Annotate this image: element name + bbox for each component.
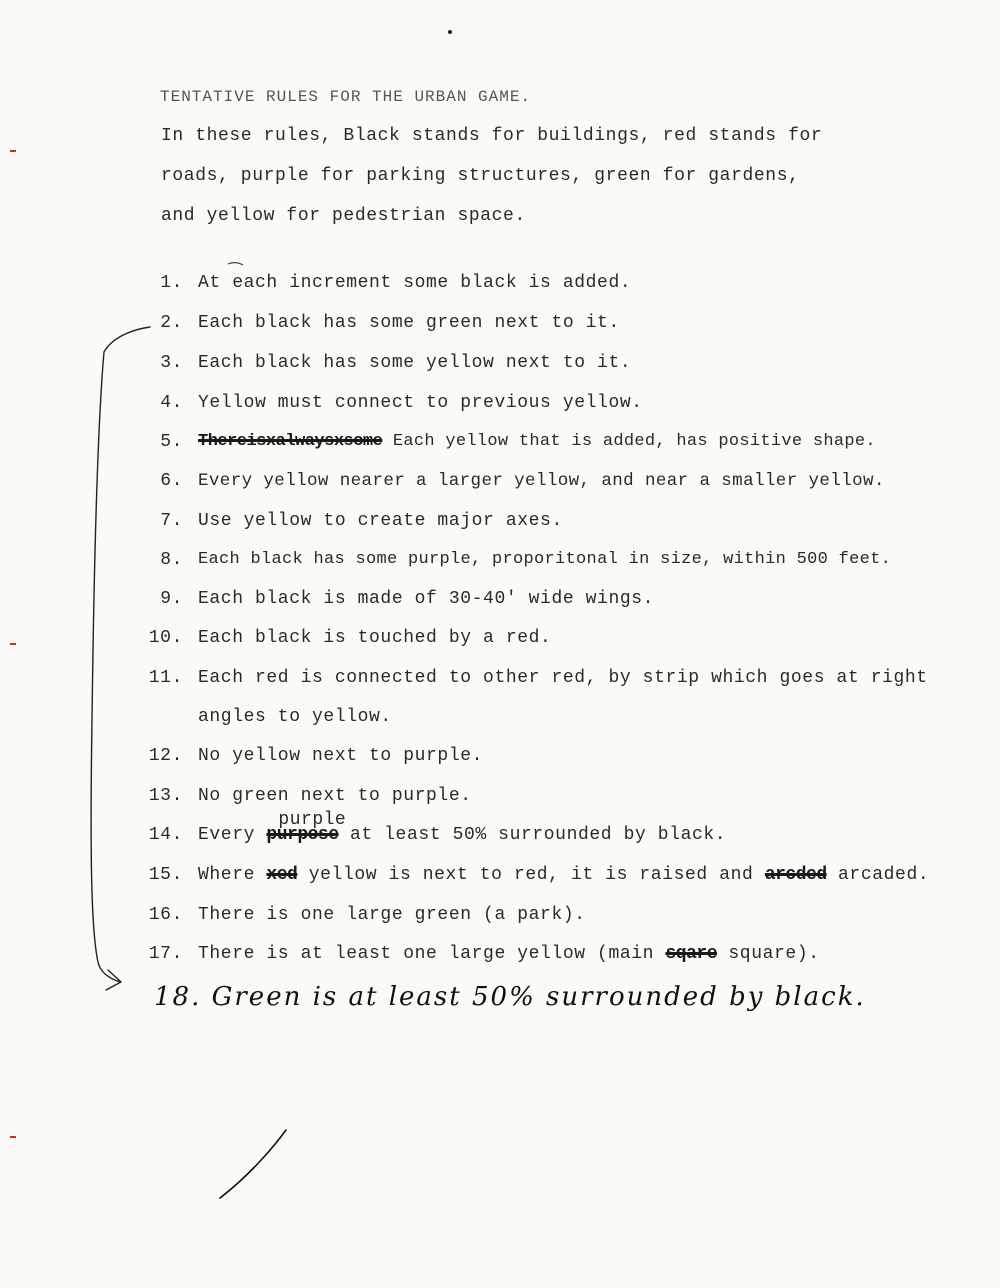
rule-number: 15. (148, 865, 183, 885)
rule-number: 16. (148, 905, 183, 925)
rule-text: Each black has some yellow next to it. (198, 353, 632, 373)
rule-text: Each black is made of 30-40' wide wings. (198, 589, 655, 609)
rule-text: Each black has some purple, proporitonal in size, within 500 feet. (198, 550, 892, 569)
rule-text: Yellow must connect to previous yellow. (198, 393, 643, 413)
rule-number: 17. (148, 944, 183, 964)
handwritten-caret (228, 263, 243, 265)
struck-text: sqare (665, 944, 717, 964)
document-title: TENTATIVE RULES FOR THE URBAN GAME. (160, 88, 532, 106)
rule-number: 4. (160, 393, 183, 413)
intro-line: In these rules, Black stands for buildings, red stands for (161, 126, 823, 146)
struck-text: Thereisxalwaysxsome (198, 432, 383, 451)
rule-number: 6. (160, 471, 183, 491)
rule-text-body: Each yellow that is added, has positive shape. (392, 432, 876, 451)
rule-text: No green next to purple. (198, 786, 472, 806)
rule-text: Every yellow nearer a larger yellow, and near a smaller yellow. (198, 471, 885, 491)
rule-text: Use yellow to create major axes. (198, 511, 563, 531)
inserted-text: purple (278, 810, 347, 830)
rule-text-body: There is at least one large yellow (main (198, 944, 655, 964)
rule-number: 3. (160, 353, 183, 373)
struck-text: arcded (764, 865, 827, 885)
rule-number: 10. (148, 628, 183, 648)
rule-number: 13. (148, 786, 183, 806)
rule-number: 12. (148, 746, 183, 766)
rule-number: 9. (160, 589, 183, 609)
rule-text: There is one large green (a park). (198, 905, 586, 925)
rule-text: At each increment some black is added. (198, 273, 632, 293)
rule-text: Each black is touched by a red. (198, 628, 552, 648)
rule-prefix: Where (198, 865, 256, 885)
rule-number: 2. (160, 313, 183, 333)
rule-number: 14. (148, 825, 183, 845)
rule-text: Each red is connected to other red, by strip which goes at right (198, 668, 928, 688)
rule-text: Each black has some green next to it. (198, 313, 620, 333)
rule-text: No yellow next to purple. (198, 746, 484, 766)
rule-suffix: square). (728, 944, 820, 964)
rule-number: 5. (160, 432, 183, 452)
intro-line: roads, purple for parking structures, green for gardens, (161, 166, 800, 186)
struck-text: purpose (266, 825, 339, 845)
intro-line: and yellow for pedestrian space. (161, 206, 526, 226)
rule-number: 1. (160, 273, 183, 293)
handwritten-slash (220, 1130, 286, 1198)
rule-number: 11. (148, 668, 183, 688)
handwritten-arrow-line (91, 327, 150, 982)
rule-prefix: Every (198, 825, 256, 845)
rule-text-body: yellow is next to red, it is raised and (308, 865, 754, 885)
rule-number: 7. (160, 511, 183, 531)
rule-continuation: angles to yellow. (198, 707, 392, 727)
rule-text-body: at least 50% surrounded by black. (349, 825, 727, 845)
handwritten-rule: 18. Green is at least 50% surrounded by black. (154, 982, 866, 1012)
rule-suffix: arcaded. (838, 865, 930, 885)
rule-number: 8. (160, 550, 183, 570)
struck-text: xed (266, 865, 298, 885)
